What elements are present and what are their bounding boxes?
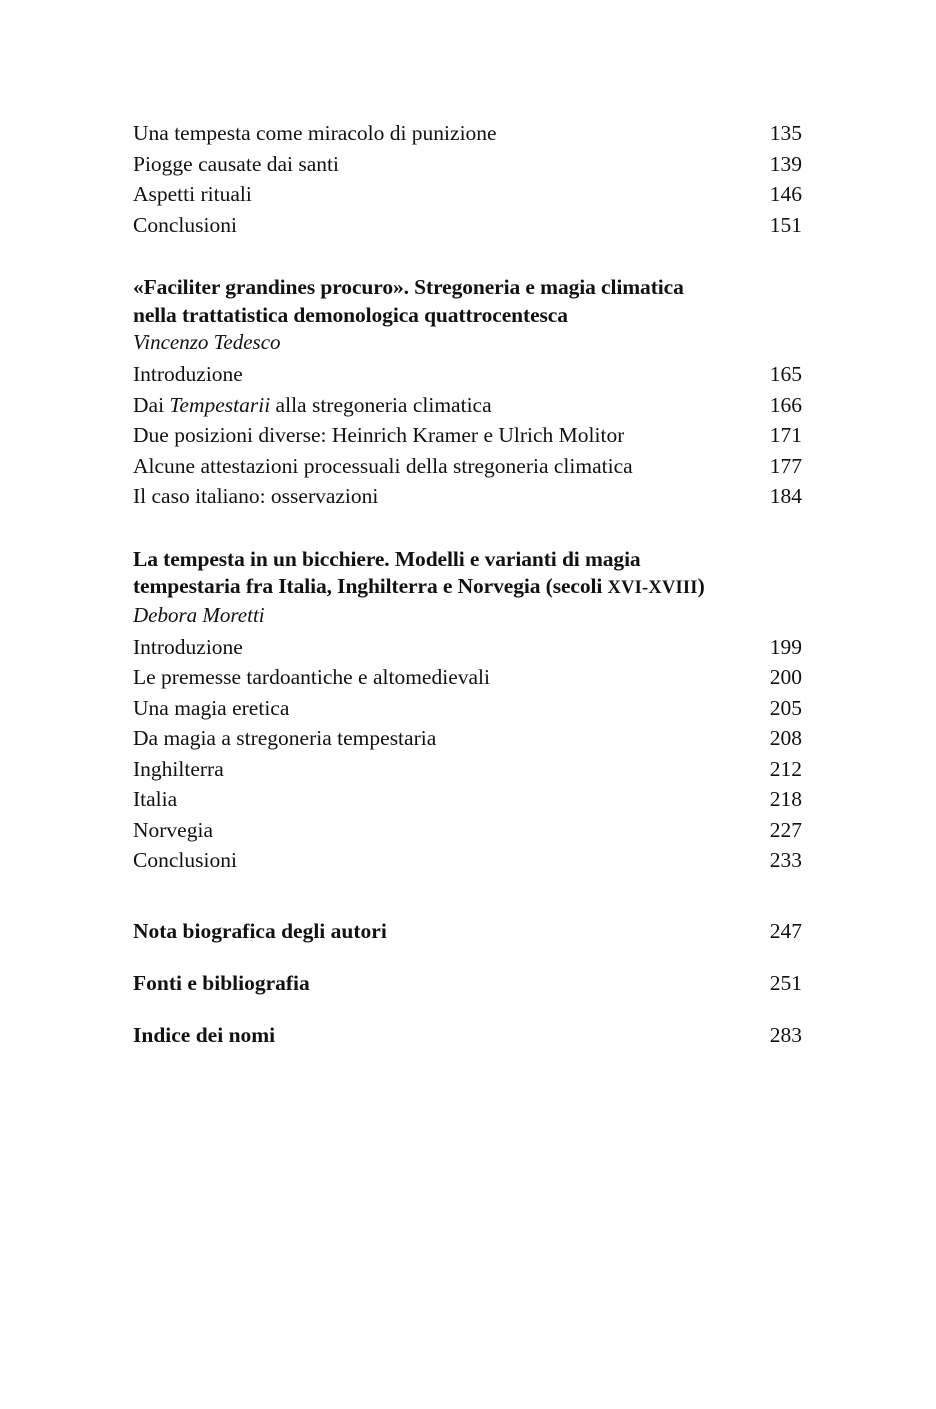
section-title	[133, 546, 802, 602]
toc-entry-page: 135	[769, 121, 802, 145]
toc-section-faciliter-grandines	[133, 274, 802, 512]
section-author: Vincenzo Tedesco	[133, 330, 281, 354]
toc-entry-page: 146	[769, 182, 802, 206]
toc-entry-label: Nota biografica degli autori	[133, 918, 387, 943]
toc-back-matter-fonti-bibliografia	[133, 968, 802, 998]
toc-entry[interactable]	[133, 845, 802, 876]
section-title-centuries: XVI-XVIII	[607, 577, 698, 597]
toc-entry[interactable]	[133, 968, 802, 998]
toc-entry-page: 139	[769, 151, 802, 176]
toc-entry-label: Introduzione	[133, 362, 243, 386]
toc-entry[interactable]	[133, 359, 802, 390]
toc-entry-page: 247	[769, 918, 802, 943]
toc-section-continued	[133, 118, 802, 240]
toc-entry-label: Fonti e bibliografia	[133, 970, 310, 995]
table-of-contents	[133, 118, 802, 1050]
toc-entry[interactable]	[133, 420, 802, 451]
section-title-line-2-part: tempestaria fra Italia, Inghilterra e Norvegia (secoli	[133, 574, 608, 598]
toc-entry-label: Da magia a stregoneria tempestaria	[133, 726, 437, 750]
section-title	[133, 274, 802, 329]
toc-entry[interactable]	[133, 662, 802, 693]
toc-entry-label-part: alla stregoneria climatica	[270, 392, 492, 417]
toc-back-matter-indice-dei-nomi	[133, 1020, 802, 1050]
toc-entry-page: 166	[769, 392, 802, 417]
toc-entry-label: Norvegia	[133, 817, 213, 842]
toc-section-tempesta-bicchiere	[133, 546, 802, 876]
toc-entry-page: 205	[769, 695, 802, 720]
toc-entry-label: Italia	[133, 787, 178, 811]
toc-entry[interactable]	[133, 210, 802, 241]
section-author: Debora Moretti	[133, 602, 265, 627]
toc-entry-page: 171	[769, 423, 802, 447]
section-title-line-2	[133, 574, 705, 598]
toc-entry-page: 200	[769, 665, 802, 689]
toc-entry[interactable]	[133, 390, 802, 421]
toc-entry-label: Una magia eretica	[133, 695, 290, 720]
toc-entry-label: Una tempesta come miracolo di punizione	[133, 121, 497, 145]
toc-entry-label: Conclusioni	[133, 212, 237, 237]
section-title-line-2: nella trattatistica demonologica quattrocentesca	[133, 302, 568, 327]
toc-entry[interactable]	[133, 784, 802, 815]
toc-entry[interactable]	[133, 815, 802, 846]
toc-entry[interactable]	[133, 118, 802, 149]
toc-entry-label: Il caso italiano: osservazioni	[133, 484, 379, 508]
toc-entry-label: Indice dei nomi	[133, 1022, 276, 1047]
toc-entry[interactable]	[133, 632, 802, 663]
toc-entry[interactable]	[133, 754, 802, 785]
toc-entry[interactable]	[133, 693, 802, 724]
toc-entry[interactable]	[133, 179, 802, 210]
toc-entry[interactable]	[133, 481, 802, 512]
toc-entry-page: 184	[769, 484, 802, 508]
toc-entry-page: 199	[769, 634, 802, 659]
toc-entry[interactable]	[133, 451, 802, 482]
toc-entry-page: 283	[769, 1022, 802, 1047]
toc-entry-label: Piogge causate dai santi	[133, 151, 339, 176]
toc-entry-label-italic: Tempestarii	[169, 392, 271, 417]
toc-entry-page: 251	[769, 970, 802, 995]
toc-entry-label-part: Dai	[133, 392, 170, 417]
toc-entry[interactable]	[133, 916, 802, 946]
toc-entry[interactable]	[133, 149, 802, 180]
toc-entry-label	[133, 390, 492, 421]
toc-entry-label: Introduzione	[133, 634, 243, 659]
section-title-line-2-part: )	[697, 574, 705, 598]
section-title-line-1: La tempesta in un bicchiere. Modelli e varianti di magia	[133, 546, 641, 571]
toc-entry-page: 233	[769, 848, 802, 872]
toc-entry-label: Le premesse tardoantiche e altomedievali	[133, 665, 490, 689]
toc-entry-page: 212	[769, 756, 802, 781]
toc-entry-page: 151	[769, 212, 802, 237]
section-title-line-1: «Faciliter grandines procuro». Stregoneria e magia climatica	[133, 275, 684, 299]
toc-entry-page: 227	[769, 817, 802, 842]
toc-entry-label: Conclusioni	[133, 848, 237, 872]
toc-entry-page: 165	[769, 362, 802, 386]
toc-entry-label: Alcune attestazioni processuali della stregoneria climatica	[133, 453, 633, 478]
toc-entry-label: Aspetti rituali	[133, 182, 252, 206]
toc-entry-page: 218	[769, 787, 802, 811]
toc-entry-page: 208	[769, 726, 802, 750]
toc-entry-label: Inghilterra	[133, 756, 224, 781]
toc-entry[interactable]	[133, 1020, 802, 1050]
toc-back-matter-nota-biografica	[133, 916, 802, 946]
toc-entry-label: Due posizioni diverse: Heinrich Kramer e Ulrich Molitor	[133, 423, 625, 447]
toc-entry-page: 177	[769, 453, 802, 478]
toc-entry[interactable]	[133, 723, 802, 754]
